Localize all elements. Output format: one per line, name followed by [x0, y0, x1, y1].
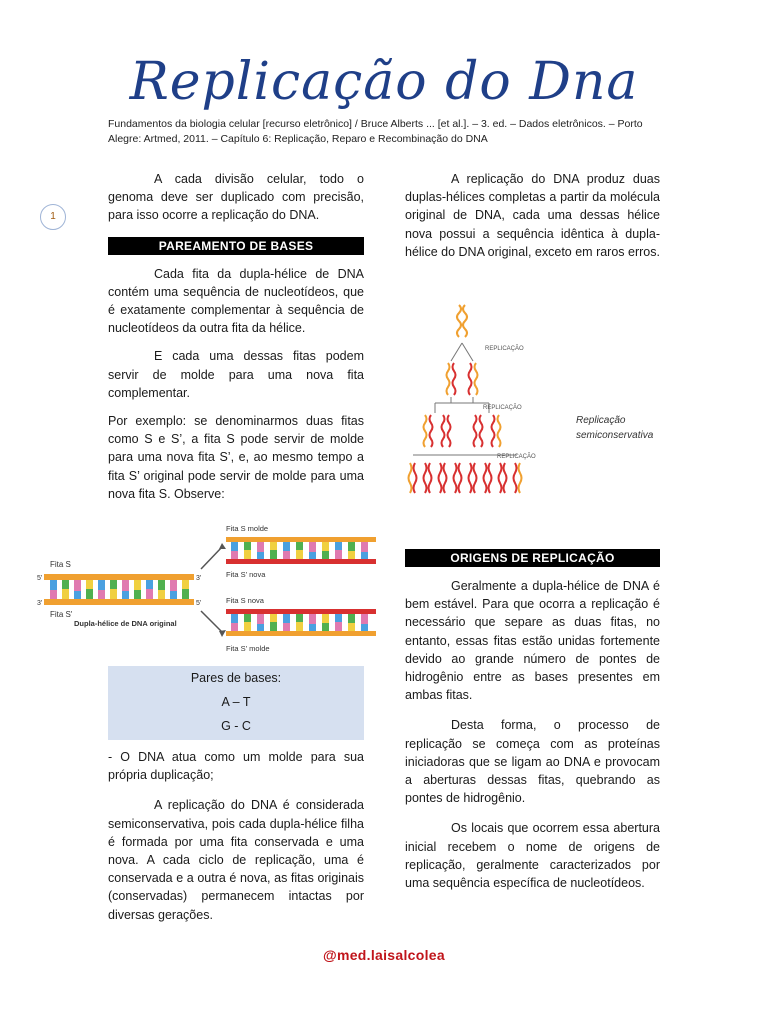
pair-a-t: A – T — [221, 695, 251, 709]
label-fita-s-molde: Fita S molde — [226, 524, 269, 533]
paragraph-complementar: Cada fita da dupla-hélice de DNA contém uma sequência de nucleotídeos, que é exatamente complementar à sequência de nucleotídeos da outra fita da hélice. — [108, 266, 364, 336]
replication-tree-figure — [405, 285, 570, 510]
label-fita-s: Fita S — [50, 560, 71, 569]
tree-label-2: REPLICAÇÃO — [483, 405, 522, 411]
paragraph-duplas-helices: A replicação do DNA produz duas duplas-hélices completas a partir da molécula original de DNA, cada uma dessas hélice nova possui a sequência idêntica à dupla-hélice do DNA original, exceto em raros erros. — [405, 172, 660, 259]
page-number-badge: 1 — [40, 204, 66, 230]
tree-label-1: REPLICAÇÃO — [485, 346, 524, 352]
label-5-left-top: 5' — [37, 575, 43, 582]
dna-strands-figure — [36, 519, 381, 661]
paragraph-semiconservativa: A replicação do DNA é considerada semiconservativa, pois cada dupla-hélice filha é formada por uma fita conservada e uma nova. A cada ciclo de replicação, uma é conservada e a outra é nova, as fitas originais (conservadas) permanecem intactas por diversas gerações. — [108, 798, 364, 922]
pairs-title: Pares de bases: — [190, 671, 282, 685]
label-fita-s-prime-molde: Fita S' molde — [226, 644, 270, 653]
caption-line-2: semiconservativa — [576, 430, 654, 441]
label-3-left-top: 3' — [196, 575, 202, 582]
label-fita-s-prime-nova: Fita S' nova — [226, 570, 266, 579]
paragraph-origens: Os locais que ocorrem essa abertura inicial recebem o nome de origens de replicação, geralmente caracterizados por uma sequência específica de nucleotídeos. — [405, 821, 660, 891]
figure-caption — [576, 413, 653, 443]
right-column-top — [405, 170, 660, 271]
label-3-left-bottom: 3' — [37, 600, 43, 607]
page-title: Replicação do Dna — [129, 52, 639, 112]
section-heading-origens: ORIGENS DE REPLICAÇÃO — [405, 549, 660, 567]
intro-paragraph: A cada divisão celular, todo o genoma deve ser duplicado com precisão, para isso ocorre a replicação do DNA. — [108, 172, 364, 223]
paragraph-molde-duplicacao: - O DNA atua como um molde para sua própria duplicação; — [108, 750, 364, 783]
label-fita-s-nova: Fita S nova — [226, 596, 264, 605]
author-handle: @med.laisalcolea — [323, 947, 445, 963]
pair-g-c: G - C — [221, 719, 251, 733]
tree-label-3: REPLICAÇÃO — [497, 454, 536, 460]
reference-text: Fundamentos da biologia celular [recurso eletrônico] / Bruce Alberts ... [et al.]. – 3. ed. – Dados eletrônicos. – Porto Alegre: Artmed, 2011. – Capítulo 6: Replicação, Reparo e Recombinação do DNA — [108, 118, 643, 145]
right-column-bottom — [405, 549, 660, 902]
section-heading-pareamento: PAREAMENTO DE BASES — [108, 237, 364, 255]
left-column-top — [108, 170, 364, 513]
label-5-left-bottom: 5' — [196, 600, 202, 607]
label-fita-s-prime: Fita S' — [50, 610, 73, 619]
caption-line-1: Replicação — [576, 415, 626, 426]
paragraph-exemplo: Por exemplo: se denominarmos duas fitas como S e S’, a fita S pode servir de molde para uma nova fita S’, e, ao mesmo tempo a fita S’ original pode servir de molde para uma nova fita S. Observe: — [108, 414, 364, 501]
label-original-helix: Dupla-hélice de DNA original — [74, 619, 177, 628]
paragraph-proteinas-iniciadoras: Desta forma, o processo de replicação se começa com as proteínas iniciadoras que se ligam ao DNA e provocam a aberturas dessas fitas, quebrando as pontes de hidrogênio. — [405, 718, 660, 806]
left-column-bottom — [108, 748, 364, 934]
paragraph-estavel: Geralmente a dupla-hélice de DNA é bem estável. Para que ocorra a replicação é necessário que separe as duas fitas, no entanto, essas fitas estão unidas fortemente devido ao grande número de pontes de hidrogênio entre as bases presentes em ambas fitas. — [405, 579, 660, 703]
paragraph-molde: E cada uma dessas fitas podem servir de molde para uma nova fita complementar. — [108, 349, 364, 400]
base-pairs-box — [108, 666, 364, 740]
